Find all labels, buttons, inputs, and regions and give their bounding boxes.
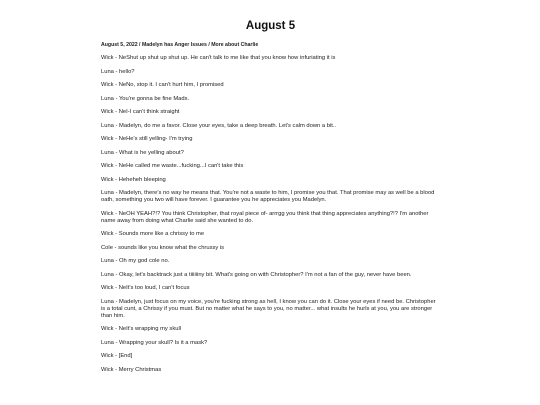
- transcript-line: Luna - You're gonna be fine Mads.: [101, 95, 190, 102]
- transcript-list: [101, 55, 440, 374]
- transcript-line: Wick - NeIt's wrapping my skull: [101, 326, 182, 332]
- transcript-line: Wick - Heheheh bleeping: [101, 176, 166, 183]
- transcript-line: Luna - Madelyn, do me a favor. Close your eyes, take a deep breath. Let's calm down a bit..: [101, 122, 337, 129]
- transcript-line: Luna - Madelyn, there's no way he means that. You're not a waste to him, I promise you that. That promise may as well be a blood oath, something you two will have forever. I guarantee you he appreciates you Madelyn.: [101, 190, 435, 203]
- transcript-line: Luna - What is he yelling about?: [101, 149, 184, 156]
- transcript-line: Wick - Merry Christmas: [101, 366, 162, 373]
- transcript-line: Cole - sounds like you know what the chrussy is: [101, 244, 225, 251]
- transcript-line: Luna - hello?: [101, 68, 135, 75]
- transcript-line: Wick - Sounds more like a chrissy to me: [101, 231, 205, 237]
- transcript-line: Luna - Wrapping your skull? Is it a mask?: [101, 339, 208, 346]
- transcript-line: Wick - NeI-I can't think straight: [101, 109, 180, 115]
- transcript-line: Luna - Oh my god cole no.: [101, 258, 170, 264]
- transcript-line: Luna - Okay, let's backtrack just a tiiiiiiny bit. What's going on with Christopher? I'm not a fan of the guy, never have been.: [101, 271, 412, 278]
- transcript-line: Wick - [End]: [101, 353, 133, 359]
- transcript-line: Wick - NeOH YEAH?!? You think Christopher, that royal piece of- arrrgg you think that thing appreciates anything?!? I'm another name away from doing what Charlie said she wanted to do.: [101, 210, 429, 224]
- page-title: August 5: [245, 20, 296, 32]
- transcript-line: Wick - NeIt's too loud, I can't focus: [101, 285, 190, 291]
- transcript-line: Luna - Madelyn, just focus on my voice, you're fucking strong as hell, I know you can do it. Close your eyes if need be. Christopher is a total cunt, a Chrissy if you must. But no matter what he says to you, no matter... what insults he hurls at you, you are stronger than him.: [101, 298, 436, 319]
- transcript-line: Wick - NeHe called me waste...fucking...I can't take this: [101, 163, 244, 169]
- transcript-line: Wick - NeHe's still yelling- I'm trying: [101, 136, 193, 142]
- entry-meta: August 5, 2022 / Madelyn has Anger Issues / More about Charlie: [101, 42, 259, 48]
- transcript-line: Wick - NeShut up shut up shut up. He can't talk to me like that you know how infuriating it is: [101, 55, 336, 61]
- transcript-line: Wick - NeNo, stop it. I can't hurt him, I promised: [101, 82, 224, 88]
